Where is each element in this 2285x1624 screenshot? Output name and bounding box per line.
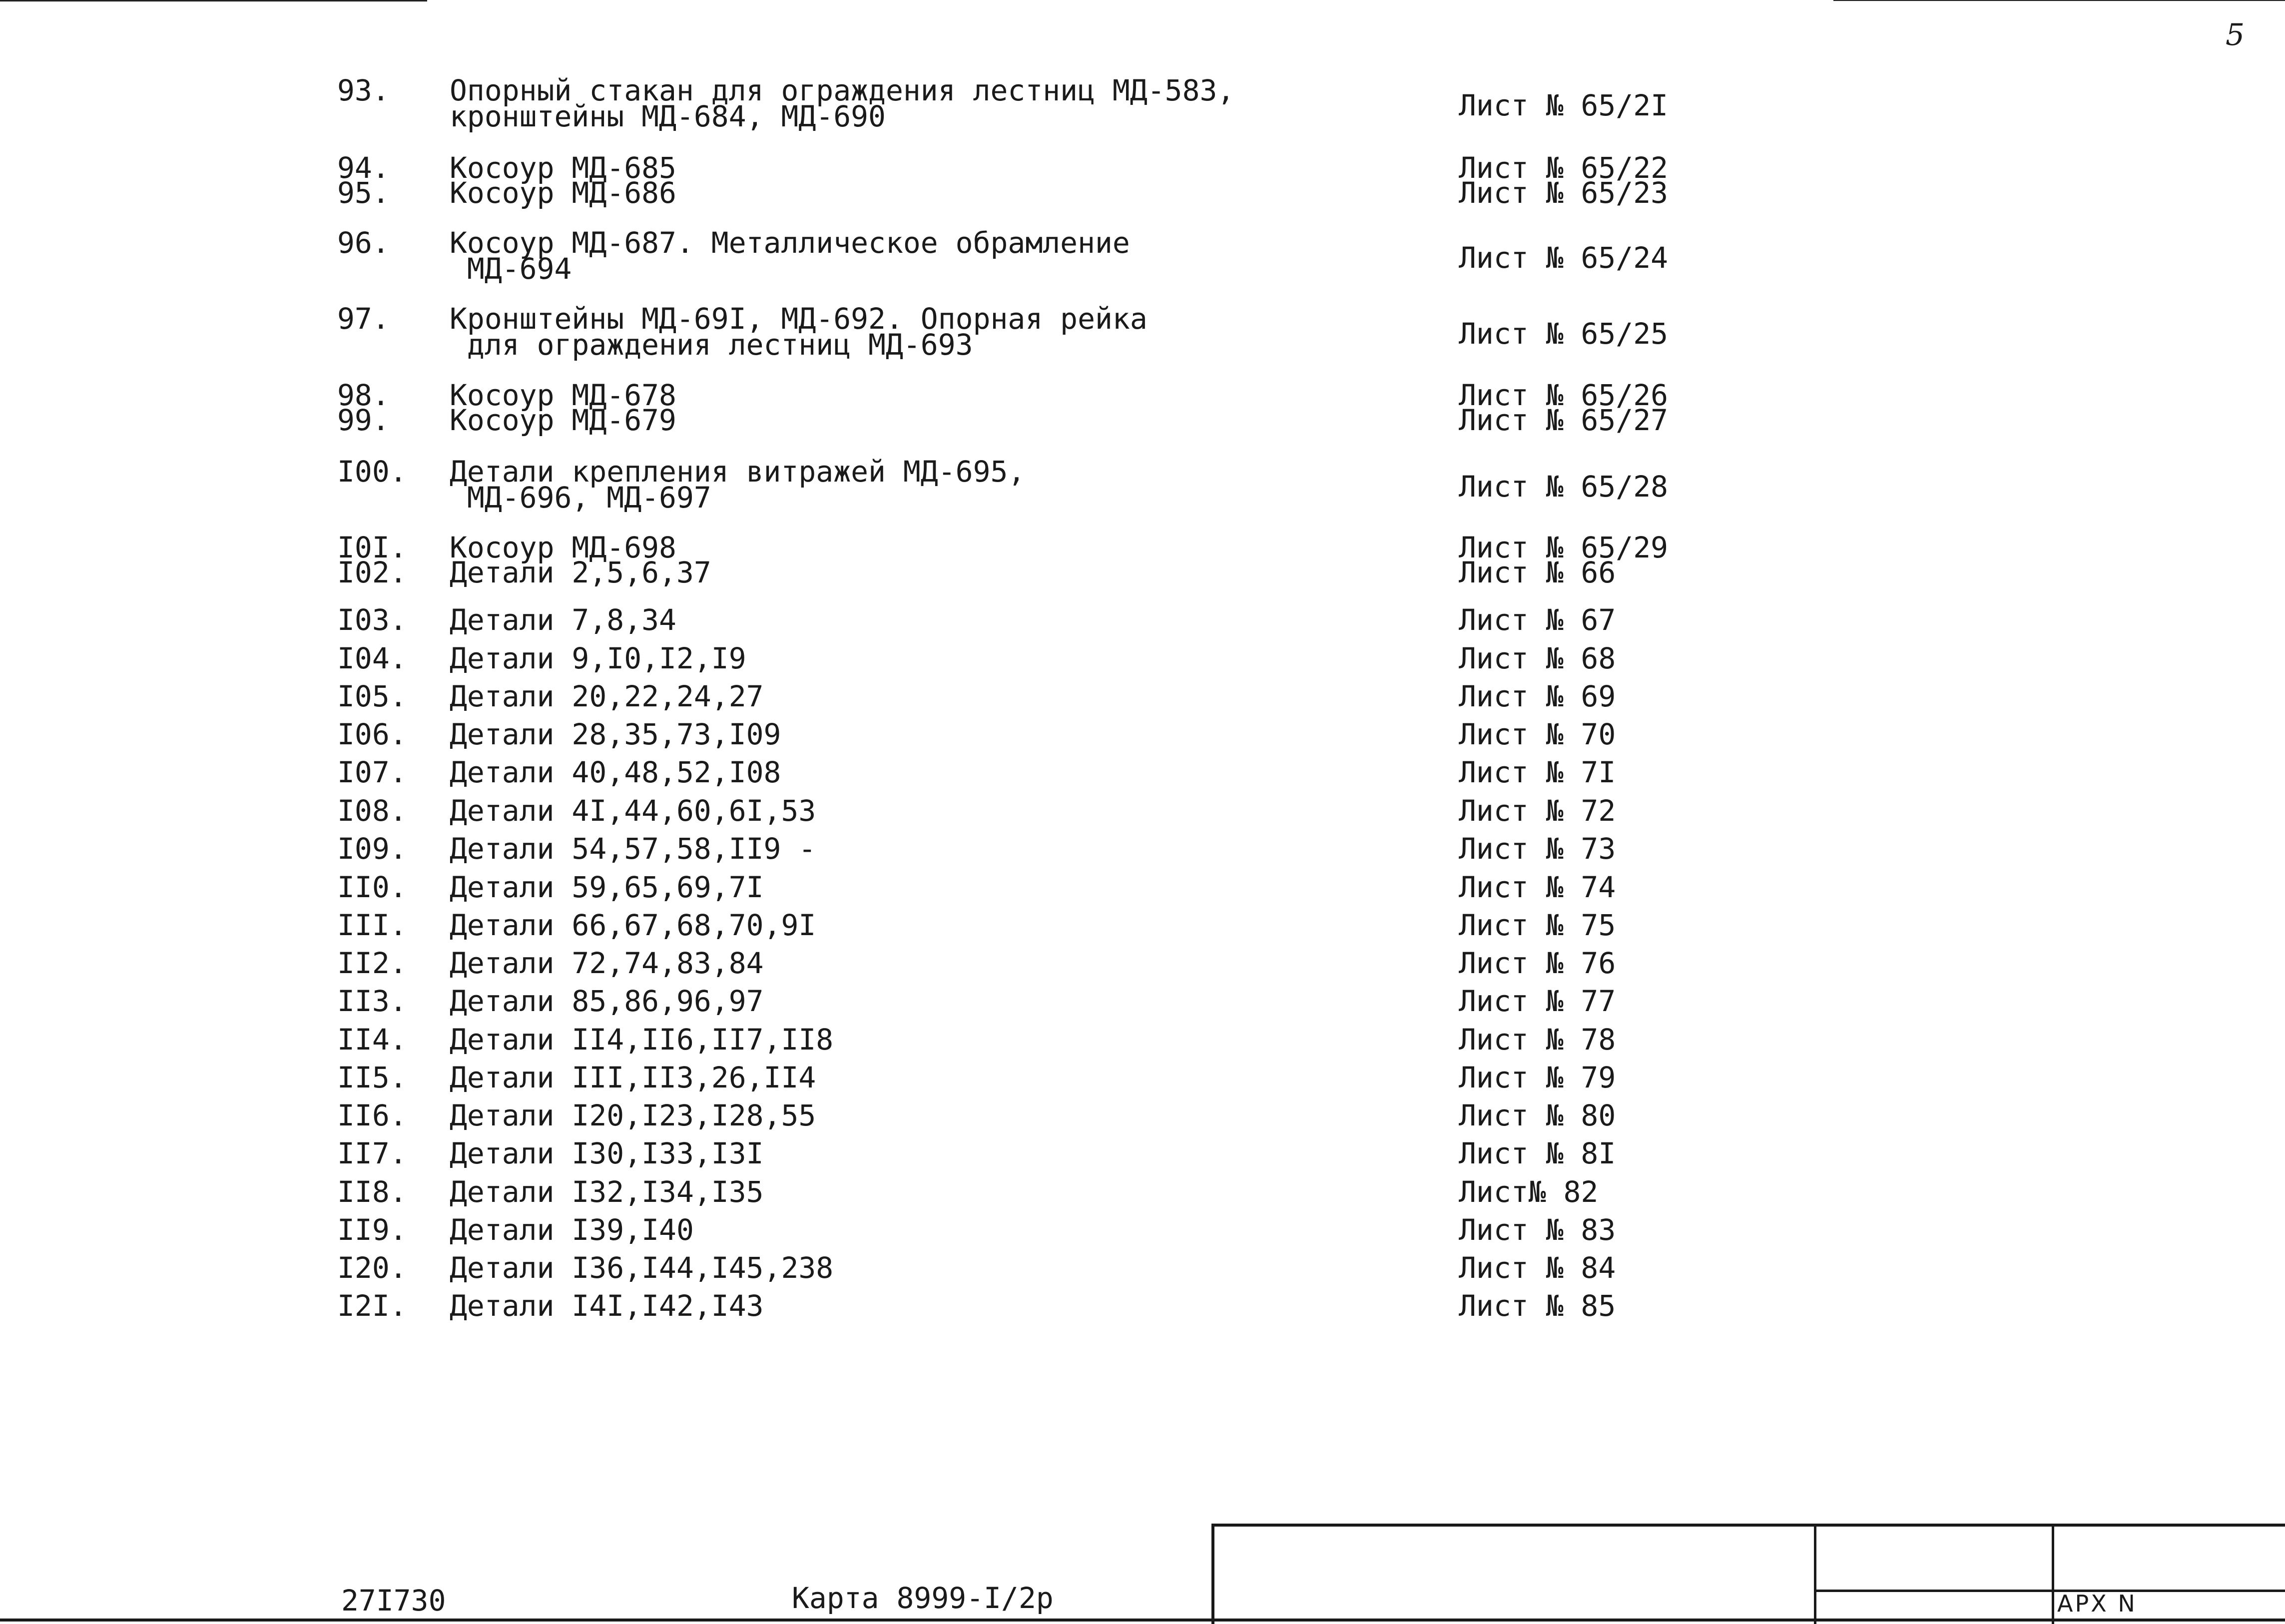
item-sheet-reference: Лист № 84 bbox=[1459, 1251, 1616, 1285]
item-description bbox=[450, 1098, 816, 1132]
item-sheet-reference: Лист № 78 bbox=[1459, 1023, 1616, 1057]
item-description-line: Детали I30,I33,I3I bbox=[450, 1136, 764, 1170]
item-description bbox=[450, 1061, 816, 1094]
item-number: II2. bbox=[337, 946, 407, 980]
item-description bbox=[450, 908, 816, 942]
item-description-line: Детали 7,8,34 bbox=[450, 603, 676, 637]
item-number: 97. bbox=[337, 302, 390, 336]
item-number: I08. bbox=[337, 794, 407, 828]
item-description bbox=[450, 73, 1235, 133]
item-sheet-reference: Лист № 77 bbox=[1459, 984, 1616, 1018]
item-sheet-reference: Лист№ 82 bbox=[1459, 1175, 1599, 1209]
item-number: I00. bbox=[337, 455, 407, 489]
item-description bbox=[450, 226, 1130, 286]
item-sheet-reference: Лист № 65/25 bbox=[1459, 317, 1669, 351]
item-description bbox=[450, 1023, 834, 1057]
item-description-line: Косоур МД-679 bbox=[450, 403, 676, 437]
item-description bbox=[450, 403, 676, 437]
item-sheet-reference: Лист № 70 bbox=[1459, 717, 1616, 751]
item-description-line: Косоур МД-678 bbox=[450, 378, 676, 412]
item-description bbox=[450, 555, 711, 589]
item-description bbox=[450, 984, 764, 1018]
item-description bbox=[450, 302, 1147, 362]
item-description-line: Детали 72,74,83,84 bbox=[450, 946, 764, 980]
item-description bbox=[450, 641, 746, 675]
item-sheet-reference: Лист № 73 bbox=[1459, 832, 1616, 866]
item-description-line: Детали 40,48,52,I08 bbox=[450, 755, 781, 789]
item-number: II9. bbox=[337, 1213, 407, 1247]
item-description bbox=[450, 679, 764, 713]
item-sheet-reference: Лист № 65/23 bbox=[1459, 176, 1669, 210]
item-description-line: кронштейны МД-684, МД-690 bbox=[450, 99, 886, 133]
item-sheet-reference: Лист № 69 bbox=[1459, 679, 1616, 713]
item-number: 99. bbox=[337, 403, 390, 437]
item-number: I02. bbox=[337, 555, 407, 589]
item-sheet-reference: Лист № 83 bbox=[1459, 1213, 1616, 1247]
item-sheet-reference: Лист № 80 bbox=[1459, 1098, 1616, 1132]
item-sheet-reference: Лист № 65/2I bbox=[1459, 88, 1669, 122]
item-number: I03. bbox=[337, 603, 407, 637]
title-block-row-line bbox=[1814, 1590, 2285, 1592]
item-number: II6. bbox=[337, 1098, 407, 1132]
item-number: II8. bbox=[337, 1175, 407, 1209]
item-sheet-reference: Лист № 76 bbox=[1459, 946, 1616, 980]
item-number: I20. bbox=[337, 1251, 407, 1285]
footer-code: 27I730 bbox=[341, 1584, 446, 1618]
item-description-line: для ограждения лестниц МД-693 bbox=[450, 328, 973, 362]
item-description-line: Детали 4I,44,60,6I,53 bbox=[450, 794, 816, 828]
item-description bbox=[450, 176, 676, 210]
item-number: I0I. bbox=[337, 531, 407, 564]
item-number: I04. bbox=[337, 641, 407, 675]
item-description-line: Детали I4I,I42,I43 bbox=[450, 1289, 764, 1323]
item-description-line: Детали 66,67,68,70,9I bbox=[450, 908, 816, 942]
item-sheet-reference: Лист № 72 bbox=[1459, 794, 1616, 828]
item-description bbox=[450, 1175, 764, 1209]
title-block-divider-2 bbox=[2052, 1527, 2054, 1624]
item-description bbox=[450, 717, 781, 751]
item-description-line: Детали крепления витражей МД-695, bbox=[450, 455, 1026, 489]
item-description bbox=[450, 870, 764, 904]
item-number: II5. bbox=[337, 1061, 407, 1094]
item-number: I05. bbox=[337, 679, 407, 713]
item-sheet-reference: Лист № 79 bbox=[1459, 1061, 1616, 1094]
item-number: II4. bbox=[337, 1023, 407, 1057]
item-sheet-reference: Лист № 65/28 bbox=[1459, 470, 1669, 504]
item-sheet-reference: Лист № 65/22 bbox=[1459, 151, 1669, 185]
item-sheet-reference: Лист № 67 bbox=[1459, 603, 1616, 637]
item-sheet-reference: Лист № 74 bbox=[1459, 870, 1616, 904]
item-description bbox=[450, 1136, 764, 1170]
item-description-line: Детали I32,I34,I35 bbox=[450, 1175, 764, 1209]
footer-card: Карта 8999-I/2р bbox=[792, 1581, 1054, 1615]
item-description bbox=[450, 946, 764, 980]
item-description-line: Детали 20,22,24,27 bbox=[450, 679, 764, 713]
item-number: III. bbox=[337, 908, 407, 942]
item-sheet-reference: Лист № 66 bbox=[1459, 555, 1616, 589]
item-description-line: Косоур МД-687. Металлическое обрамление bbox=[450, 226, 1130, 260]
item-number: 95. bbox=[337, 176, 390, 210]
item-description bbox=[450, 1251, 834, 1285]
item-description-line: Детали 2,5,6,37 bbox=[450, 555, 711, 589]
title-block-divider-1 bbox=[1814, 1527, 1816, 1624]
item-sheet-reference: Лист № 85 bbox=[1459, 1289, 1616, 1323]
item-number: II7. bbox=[337, 1136, 407, 1170]
item-number: II0. bbox=[337, 870, 407, 904]
item-description-line: Косоур МД-698 bbox=[450, 531, 676, 564]
item-description bbox=[450, 832, 816, 866]
item-number: 94. bbox=[337, 151, 390, 185]
item-number: II3. bbox=[337, 984, 407, 1018]
item-description-line: Детали 9,I0,I2,I9 bbox=[450, 641, 746, 675]
page-number: 5 bbox=[2226, 17, 2245, 52]
item-description-line: МД-696, МД-697 bbox=[450, 481, 711, 515]
item-description-line: Детали I36,I44,I45,238 bbox=[450, 1251, 834, 1285]
item-description-line: МД-694 bbox=[450, 252, 572, 286]
item-description-line: Детали 85,86,96,97 bbox=[450, 984, 764, 1018]
item-sheet-reference: Лист № 65/27 bbox=[1459, 403, 1669, 437]
item-description bbox=[450, 755, 781, 789]
item-description bbox=[450, 455, 1026, 515]
item-number: 96. bbox=[337, 226, 390, 260]
item-description-line: Косоур МД-685 bbox=[450, 151, 676, 185]
item-description-line: Детали II4,II6,II7,II8 bbox=[450, 1023, 834, 1057]
item-description bbox=[450, 1289, 764, 1323]
item-description-line: Косоур МД-686 bbox=[450, 176, 676, 210]
item-description-line: Опорный стакан для ограждения лестниц МД-583, bbox=[450, 73, 1235, 107]
item-number: 93. bbox=[337, 73, 390, 107]
item-sheet-reference: Лист № 75 bbox=[1459, 908, 1616, 942]
item-description-line: Детали 54,57,58,II9 - bbox=[450, 832, 816, 866]
item-sheet-reference: Лист № 68 bbox=[1459, 641, 1616, 675]
item-sheet-reference: Лист № 7I bbox=[1459, 755, 1616, 789]
item-description-line: Детали I39,I40 bbox=[450, 1213, 694, 1247]
item-number: 98. bbox=[337, 378, 390, 412]
item-description bbox=[450, 1213, 694, 1247]
item-number: I09. bbox=[337, 832, 407, 866]
item-number: I07. bbox=[337, 755, 407, 789]
item-description-line: Детали III,II3,26,II4 bbox=[450, 1061, 816, 1094]
item-number: I06. bbox=[337, 717, 407, 751]
archive-stamp: АРХ N bbox=[2057, 1590, 2137, 1617]
item-sheet-reference: Лист № 65/24 bbox=[1459, 241, 1669, 275]
item-sheet-reference: Лист № 8I bbox=[1459, 1136, 1616, 1170]
item-sheet-reference: Лист № 65/29 bbox=[1459, 531, 1669, 564]
item-sheet-reference: Лист № 65/26 bbox=[1459, 378, 1669, 412]
item-description-line: Детали I20,I23,I28,55 bbox=[450, 1098, 816, 1132]
item-description bbox=[450, 603, 676, 637]
item-description-line: Детали 59,65,69,7I bbox=[450, 870, 764, 904]
item-number: I2I. bbox=[337, 1289, 407, 1323]
item-description bbox=[450, 794, 816, 828]
item-description-line: Кронштейны МД-69I, МД-692. Опорная рейка bbox=[450, 302, 1147, 336]
bottom-border bbox=[0, 1619, 2285, 1622]
item-description-line: Детали 28,35,73,I09 bbox=[450, 717, 781, 751]
